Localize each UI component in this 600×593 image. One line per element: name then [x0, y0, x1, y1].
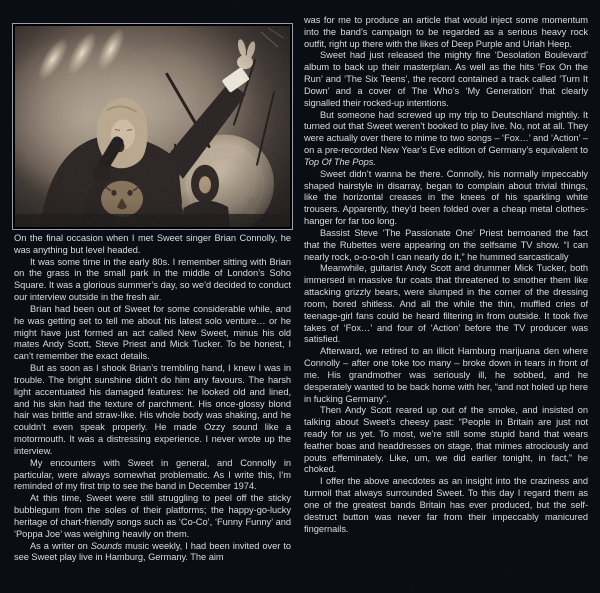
concert-photo [12, 23, 293, 230]
paragraph: At this time, Sweet were still struggling to peel off the sticky bubblegum from the soles of their platforms; the happy-go-lucky heritage of chart-friendly songs such as ‘Co-Co’, ‘Funny Funny’ and ‘Poppa Joe’ was weighing heavily on them. [14, 493, 291, 539]
paragraph: Sweet had just released the mighty fine ‘Desolation Boulevard’ album to back up their masterplan. As well as the hits ‘Fox On the Run’ and ‘The Six Teens’, the record contained a track called ‘Turn It Down’ and a cover of The Who’s ‘My Generation’ that clearly signalled their rocked-up intentions. [304, 50, 588, 108]
paragraph: Bassist Steve ‘The Passionate One’ Priest bemoaned the fact that the Rubettes were appearing on the selfsame TV show. “I can nearly rock, o-o-o-oh I can nearly do it,” he hummed sarcastically [304, 227, 588, 262]
paragraph: On the final occasion when I met Sweet singer Brian Connolly, he was anything but level headed. [14, 233, 291, 255]
paragraph: Then Andy Scott reared up out of the smoke, and insisted on talking about Sweet’s cheesy past: “People in Britain are just not ready for us yet. To most, we’re still some stupid band that wears feather boas and headdresses on stage, that mimes atrociously and pouts effeminately. Like, um, we did earlier tonight, in fact,” he choked. [304, 405, 588, 475]
paragraph: Sweet didn’t wanna be there. Connolly, his normally impeccably shaped hairstyle in disarray, began to complain about trivial things, like the horizontal creases in the knees of his sparkling white trousers. Apparently, they’d been folded over a cheap metal clothes-hanger for far too long. [304, 168, 588, 227]
paragraph: Meanwhile, guitarist Andy Scott and drummer Mick Tucker, both immersed in massive fur coats that threatened to smother them like attacking grizzly bears, were slumped in the corner of the dressing room, bored shitless. And all the while the thin, muffled cries of teenage-girl fans could be heard filtering in from outside. It took five takes of ‘Fox…’ and four of ‘Action’ before the TV producer was satisfied. [304, 263, 588, 345]
concert-photo-artwork [15, 26, 290, 227]
film-grain [15, 26, 290, 227]
paragraph: But as soon as I shook Brian’s trembling hand, I knew I was in trouble. The bright sunshine didn’t do him any favours. The harsh light accentuated his damaged features: he looked old and lined, and his skin had the texture of parchment. His once-glossy blond hair was brittle and straw-like. His whole body was shaking, and he couldn’t even speak properly. He made Ozzy sound like a motormouth. It was a distressing experience. I never wrote up the interview. [14, 363, 291, 456]
right-text-column [304, 15, 588, 581]
paragraph: Brian had been out of Sweet for some considerable while, and he was getting set to tell me about his latest solo venture… or he might have just formed an act called New Sweet, minus his old mates Andy Scott, Steve Priest and Mick Tucker. To be honest, I can’t remember the exact details. [14, 303, 291, 362]
paragraph: I offer the above anecdotes as an insight into the craziness and turmoil that always surrounded Sweet. To this day I regard them as one of the greatest bands Britain has ever produced, but the self-destruct button was never far from their impeccably manicured fingernails. [304, 476, 588, 534]
paragraph: was for me to produce an article that would inject some momentum into the band’s campaign to be regarded as a serious heavy rock outfit, right up there with the likes of Deep Purple and Uriah Heep. [304, 15, 588, 49]
paragraph: Afterward, we retired to an illicit Hamburg marijuana den where Connolly – after one toke too many – broke down in tears in front of me. His grandmother was seriously ill, he sobbed, and he desperately wanted to be back home with her, “and not holed up here in fucking Germany”. [304, 346, 588, 404]
paragraph: But someone had screwed up my trip to Deutschland mightily. It turned out that Sweet weren’t booked to play live. No, not at all. They were actually over there to mime to two songs – ‘Fox…’ and ‘Action’ – on a pre-recorded New Year’s Eve edition of Germany’s equivalent to Top Of The Pops. [304, 109, 588, 167]
paragraph: It was some time in the early 80s. I remember sitting with Brian on the grass in the small park in the middle of London’s Soho Square. It was a glorious summer’s day, so we’d decided to conduct our interview outside in the fresh air. [14, 256, 291, 303]
left-text-column [14, 233, 291, 581]
paragraph: As a writer on Sounds music weekly, I had been invited over to see Sweet play live in Hamburg, Germany. The aim [14, 540, 291, 563]
paragraph: My encounters with Sweet in general, and Connolly in particular, were always somewhat problematic. As I write this, I’m reminded of my first trip to see the band in December 1974. [14, 457, 291, 492]
